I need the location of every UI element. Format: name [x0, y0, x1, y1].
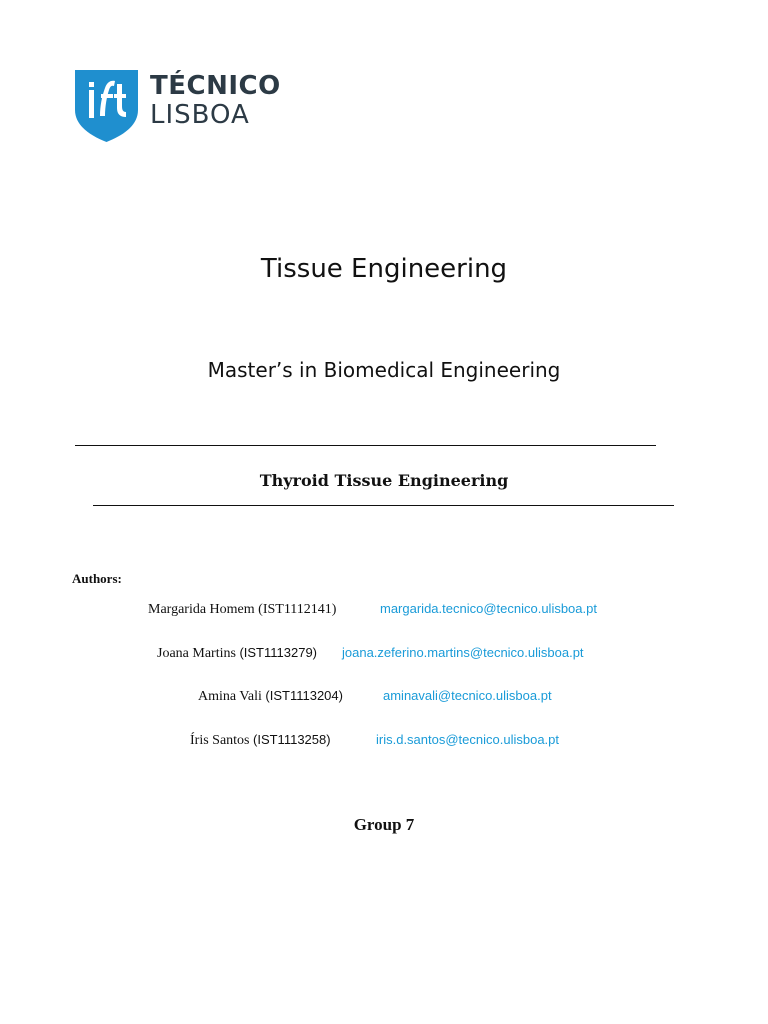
document-subtitle: Master’s in Biomedical Engineering: [207, 358, 561, 382]
author-id: (IST1112141): [258, 602, 337, 617]
report-title: Thyroid Tissue Engineering: [259, 471, 509, 490]
author-name: Margarida Homem: [148, 602, 259, 617]
logo-wordmark: [150, 73, 281, 128]
bottom-divider: [93, 505, 674, 506]
author-entry: [157, 644, 317, 662]
top-divider: [75, 445, 656, 446]
author-email-link[interactable]: joana.zeferino.martins@tecnico.ulisboa.pt: [342, 645, 584, 660]
authors-heading: Authors:: [72, 571, 122, 586]
author-entry: [190, 731, 331, 749]
logo-lisboa-text: LISBOA: [150, 100, 250, 130]
author-entry: [198, 687, 343, 705]
author-name: Íris Santos: [190, 733, 253, 748]
author-name: Joana Martins: [157, 646, 240, 661]
author-id: (IST1113279): [239, 645, 317, 660]
author-id: (IST1113258): [253, 732, 331, 747]
group-label: Group 7: [353, 815, 415, 834]
ist-shield-logo-icon: [75, 70, 138, 142]
author-email-link[interactable]: iris.d.santos@tecnico.ulisboa.pt: [376, 732, 560, 747]
author-name: Amina Vali: [198, 689, 266, 704]
author-id: (IST1113204): [265, 688, 343, 703]
logo-tecnico-text: TÉCNICO: [150, 71, 281, 101]
author-email-link[interactable]: aminavali@tecnico.ulisboa.pt: [383, 688, 552, 703]
document-title: Tissue Engineering: [260, 254, 508, 284]
tecnico-lisboa-logo: [75, 70, 281, 142]
author-entry: [148, 600, 336, 618]
author-email-link[interactable]: margarida.tecnico@tecnico.ulisboa.pt: [380, 601, 597, 616]
